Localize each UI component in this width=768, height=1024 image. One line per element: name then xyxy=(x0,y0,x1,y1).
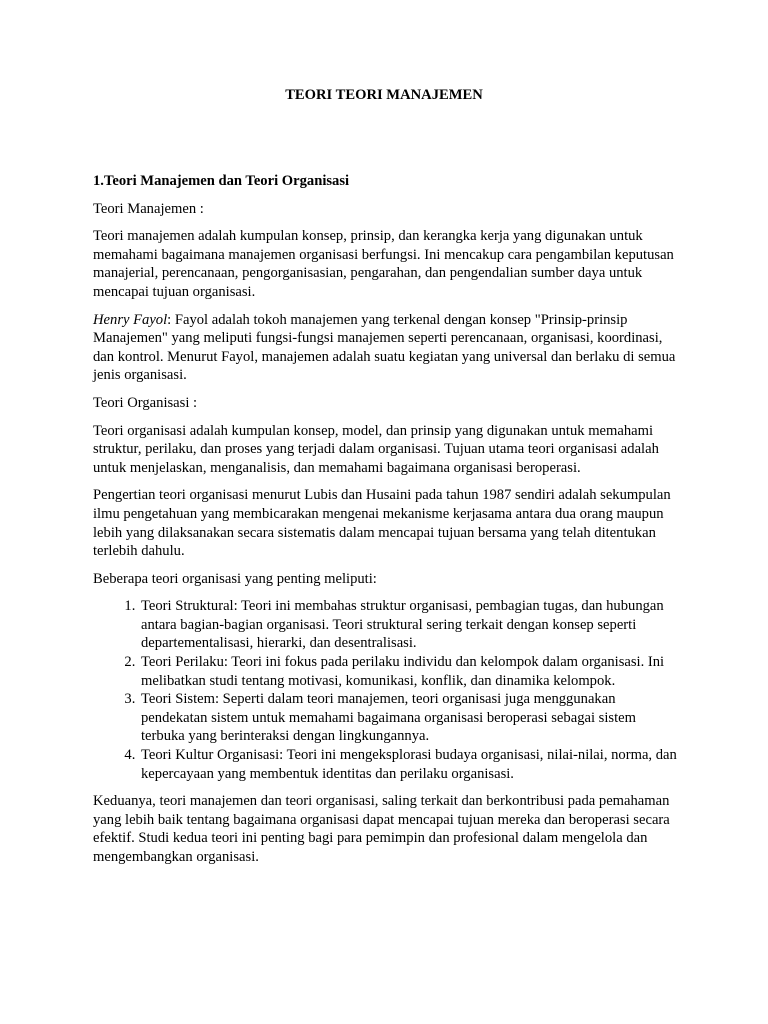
section-heading: 1.Teori Manajemen dan Teori Organisasi xyxy=(93,173,350,189)
fayol-name: Henry Fayol xyxy=(93,311,168,328)
document-body xyxy=(93,172,683,876)
list-item-systems-theory: 3. Teori Sistem: Seperti dalam teori manajemen, teori organisasi juga menggunakan pendekatan sistem untuk memahami bagaimana organisasi beroperasi sebagai sistem terbuka yang berinteraksi dengan lingkungannya. xyxy=(139,690,683,746)
list-item-culture-theory: 4. Teori Kultur Organisasi: Teori ini mengeksplorasi budaya organisasi, nilai-nilai, norma, dan kepercayaan yang membentuk identitas dan perilaku organisasi. xyxy=(139,746,683,783)
document-title: TEORI TEORI MANAJEMEN xyxy=(285,87,483,103)
lubis-husaini-paragraph: Pengertian teori organisasi menurut Lubis dan Husaini pada tahun 1987 sendiri adalah sekumpulan ilmu pengetahuan yang membicarakan mengenai mekanisme kerjasama antara dua orang maupun lebih yang dilaksanakan secara sistematis dalam mencapai tujuan bersama yang telah ditentukan terlebih dahulu. xyxy=(93,487,671,560)
list-item-structural-theory: 1. Teori Struktural: Teori ini membahas struktur organisasi, pembagian tugas, dan hubungan antara bagian-bagian organisasi. Teori struktural sering terkait dengan konsep seperti departementalisasi, hierarki, dan desentralisasi. xyxy=(139,597,683,653)
list-item-behavioral-theory: 2. Teori Perilaku: Teori ini fokus pada perilaku individu dan kelompok dalam organisasi. Ini melibatkan studi tentang motivasi, komunikasi, konflik, dan dinamika kelompok. xyxy=(139,653,683,690)
fayol-paragraph xyxy=(93,311,683,385)
management-label: Teori Manajemen : xyxy=(93,200,204,217)
organization-definition-paragraph: Teori organisasi adalah kumpulan konsep, model, dan prinsip yang digunakan untuk memahami struktur, perilaku, dan proses yang terjadi dalam organisasi. Tujuan utama teori organisasi adalah untuk menjelaskan, menganalisis, dan memahami bagaimana organisasi beroperasi. xyxy=(93,422,659,476)
fayol-text: : Fayol adalah tokoh manajemen yang terkenal dengan konsep "Prinsip-prinsip Manajemen" yang meliputi fungsi-fungsi manajemen seperti perencanaan, organisasi, koordinasi, dan kontrol. Menurut Fayol, manajemen adalah suatu kegiatan yang universal dan berlaku di semua jenis organisasi. xyxy=(93,311,676,384)
management-definition-paragraph: Teori manajemen adalah kumpulan konsep, prinsip, dan kerangka kerja yang digunakan untuk memahami bagaimana manajemen organisasi berfungsi. Ini mencakup cara pengambilan keputusan manajerial, perencanaan, pengorganisasian, pengarahan, dan pengendalian sumber daya untuk mencapai tujuan organisasi. xyxy=(93,228,674,300)
organization-label: Teori Organisasi : xyxy=(93,394,198,411)
conclusion-paragraph: Keduanya, teori manajemen dan teori organisasi, saling terkait dan berkontribusi pada pemahaman yang lebih baik tentang bagaimana organisasi dapat mencapai tujuan mereka dan beroperasi secara efektif. Studi kedua teori ini penting bagi para pemimpin dan profesional dalam mengelola dan mengembangkan organisasi. xyxy=(93,793,670,865)
theories-list-intro: Beberapa teori organisasi yang penting meliputi: xyxy=(93,570,377,587)
theories-list xyxy=(93,597,683,783)
